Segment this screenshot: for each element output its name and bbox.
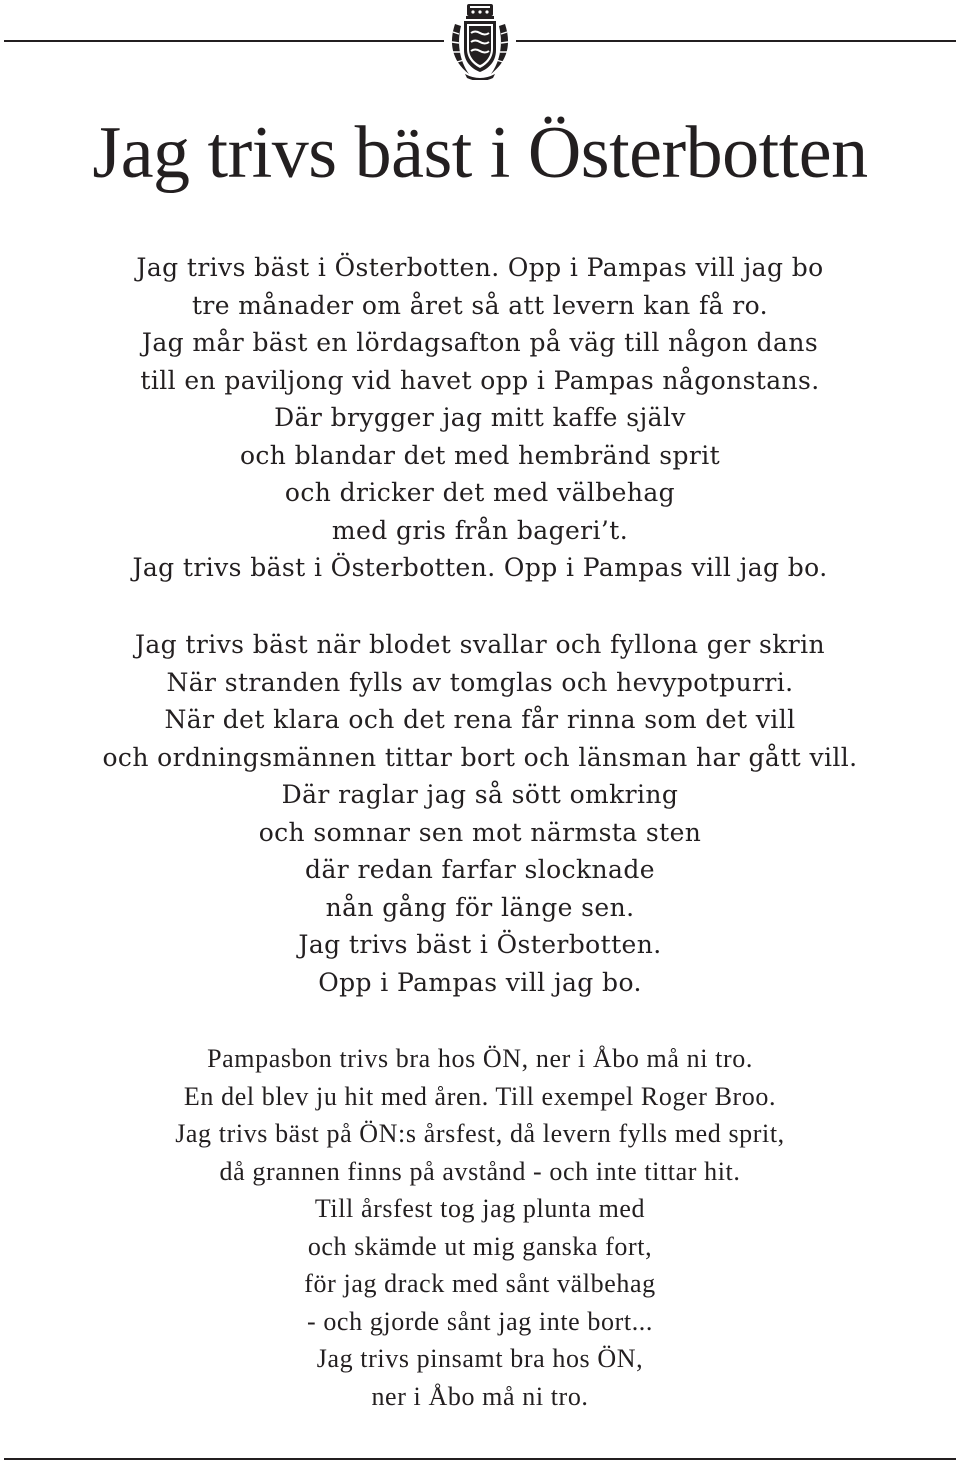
verse-line: När det klara och det rena får rinna som det vill — [164, 705, 796, 734]
verse-line: När stranden fylls av tomglas och hevypotpurri. — [166, 667, 794, 697]
verse-1 — [40, 249, 920, 587]
verse-line: Till årsfest tog jag plunta med — [314, 1194, 646, 1223]
verse-line: med gris från bageri’t. — [331, 515, 629, 545]
verse-line: då grannen finns på avstånd - och inte tittar hit. — [219, 1156, 741, 1186]
verse-line: Jag trivs bäst när blodet svallar och fyllona ger skrin — [134, 630, 826, 659]
verse-line: nån gång för länge sen. — [325, 892, 635, 922]
verse-line: Där brygger jag mitt kaffe själv — [274, 403, 686, 432]
header-rule-left — [4, 40, 444, 42]
verse-line: En del blev ju hit med åren. Till exempel Roger Broo. — [183, 1081, 777, 1111]
verse-line: och somnar sen mot närmsta sten — [258, 817, 702, 847]
verse-line: och blandar det med hembränd sprit — [239, 440, 721, 470]
verse-line: Jag trivs bäst i Österbotten. Opp i Pampas vill jag bo. — [132, 553, 828, 582]
verse-line: ner i Åbo må ni tro. — [371, 1381, 589, 1411]
verse-2 — [40, 626, 920, 1001]
coat-of-arms-icon — [447, 2, 513, 80]
verse-3 — [40, 1040, 920, 1415]
verse-line: Pampasbon trivs bra hos ÖN, ner i Åbo må ni tro. — [207, 1044, 753, 1073]
verse-line: och dricker det med välbehag — [284, 478, 676, 507]
verse-line: där redan farfar slocknade — [305, 855, 655, 884]
verse-line: Där raglar jag så sött omkring — [281, 780, 679, 809]
verse-line: Opp i Pampas vill jag bo. — [318, 967, 642, 997]
page-title: Jag trivs bäst i Österbotten — [92, 112, 868, 194]
verse-line: Jag trivs bäst i Österbotten. Opp i Pampas vill jag bo — [136, 253, 824, 282]
verse-line: Jag trivs bäst på ÖN:s årsfest, då levern fylls med sprit, — [175, 1119, 785, 1148]
verse-line: tre månader om året så att levern kan få ro. — [191, 290, 769, 320]
verse-line: Jag trivs bäst i Österbotten. — [298, 930, 662, 959]
verse-line: till en paviljong vid havet opp i Pampas någonstans. — [140, 365, 820, 395]
verse-line: Jag trivs pinsamt bra hos ÖN, — [316, 1344, 644, 1373]
verse-line: Jag mår bäst en lördagsafton på väg till någon dans — [141, 328, 819, 357]
verse-line: för jag drack med sånt välbehag — [304, 1269, 656, 1298]
verse-line: och skämde ut mig ganska fort, — [307, 1231, 653, 1261]
footer-rule — [4, 1458, 956, 1460]
verse-line: och ordningsmännen tittar bort och länsman har gått vill. — [102, 742, 858, 772]
verse-line: - och gjorde sånt jag inte bort... — [306, 1306, 654, 1336]
header-rule-right — [516, 40, 956, 42]
